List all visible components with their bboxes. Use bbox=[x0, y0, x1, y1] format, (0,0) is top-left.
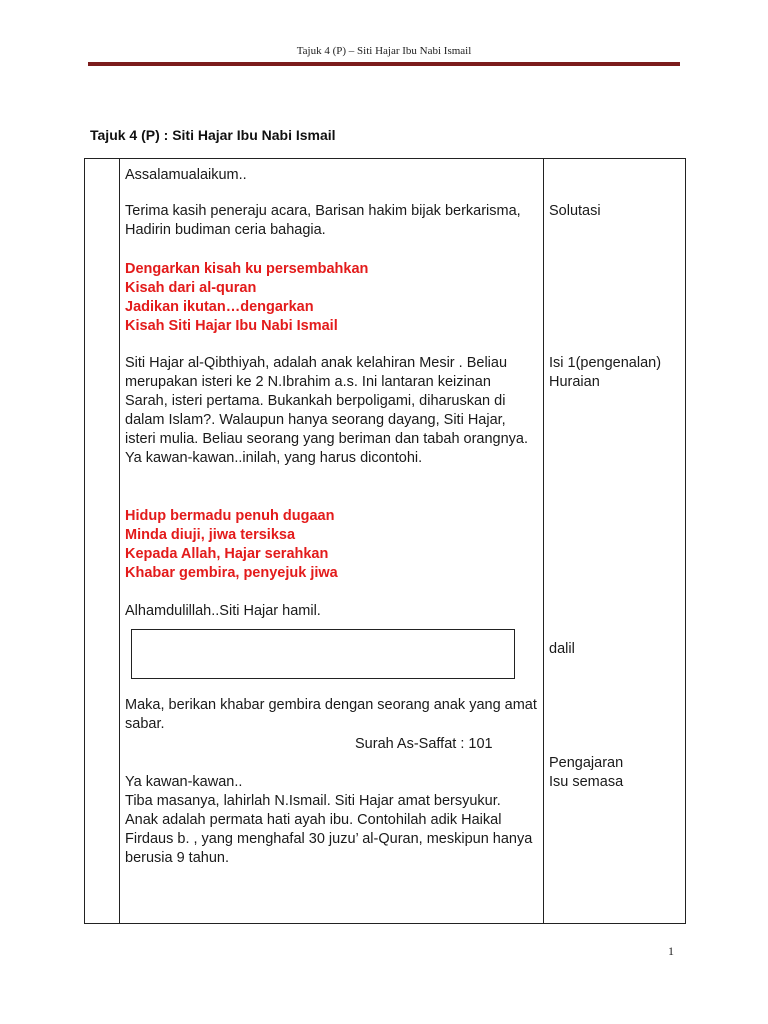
thanks-paragraph: Terima kasih peneraju acara, Barisan hakim bijak berkarisma, Hadirin budiman ceria bahagia. bbox=[125, 203, 521, 238]
page-number: 1 bbox=[668, 944, 674, 958]
surah-citation: Surah As-Saffat : 101 bbox=[355, 736, 493, 752]
closing-greeting: Ya kawan-kawan.. bbox=[125, 774, 243, 790]
intro-paragraph: Siti Hajar al-Qibthiyah, adalah anak kelahiran Mesir . Beliau merupakan isteri ke 2 N.Ibrahim a.s. Ini lantaran keizinan Sarah, isteri pertama. Bukankah berpoligami, diharuskan di dalam Islam?. Walaupun hanya seorang dayang, Siti Hajar, isteri mulia. Beliau seorang yang beriman dan tabah orangnya. Ya kawan-kawan..inilah, yang harus dicontohi. bbox=[125, 355, 529, 466]
verse-1-line-3: Jadikan ikutan…dengarkan bbox=[125, 299, 314, 315]
verse-1-line-1: Dengarkan kisah ku persembahkan bbox=[125, 261, 369, 277]
pregnant-line: Alhamdulillah..Siti Hajar hamil. bbox=[125, 603, 321, 619]
verse-2-line-4: Khabar gembira, penyejuk jiwa bbox=[125, 565, 338, 581]
dalil-box bbox=[131, 629, 515, 679]
note-isi-1: Isi 1(pengenalan) bbox=[549, 355, 662, 371]
greeting: Assalamualaikum.. bbox=[125, 167, 247, 183]
document-title: Tajuk 4 (P) : Siti Hajar Ibu Nabi Ismail bbox=[90, 127, 336, 143]
header-rule bbox=[88, 62, 680, 66]
note-solutasi: Solutasi bbox=[549, 203, 601, 219]
closing-paragraph: Tiba masanya, lahirlah N.Ismail. Siti Hajar amat bersyukur. Anak adalah permata hati ayah ibu. Contohilah adik Haikal Firdaus b. , yang menghafal 30 juzu’ al-Quran, meskipun hanya berusia 9 tahun. bbox=[125, 793, 533, 866]
verse-1-line-2: Kisah dari al-quran bbox=[125, 280, 257, 296]
note-huraian: Huraian bbox=[549, 374, 600, 390]
column-divider-left bbox=[119, 159, 120, 923]
quote-paragraph: Maka, berikan khabar gembira dengan seorang anak yang amat sabar. bbox=[125, 697, 537, 732]
note-dalil: dalil bbox=[549, 641, 575, 657]
verse-1-line-4: Kisah Siti Hajar Ibu Nabi Ismail bbox=[125, 318, 338, 334]
content-table bbox=[84, 158, 686, 924]
verse-2-line-2: Minda diuji, jiwa tersiksa bbox=[125, 527, 296, 543]
note-isu-semasa: Isu semasa bbox=[549, 774, 624, 790]
running-header: Tajuk 4 (P) – Siti Hajar Ibu Nabi Ismail bbox=[296, 45, 472, 57]
verse-2-line-3: Kepada Allah, Hajar serahkan bbox=[125, 546, 329, 562]
verse-2-line-1: Hidup bermadu penuh dugaan bbox=[125, 508, 335, 524]
column-divider-right bbox=[543, 159, 544, 923]
note-pengajaran: Pengajaran bbox=[549, 755, 624, 771]
